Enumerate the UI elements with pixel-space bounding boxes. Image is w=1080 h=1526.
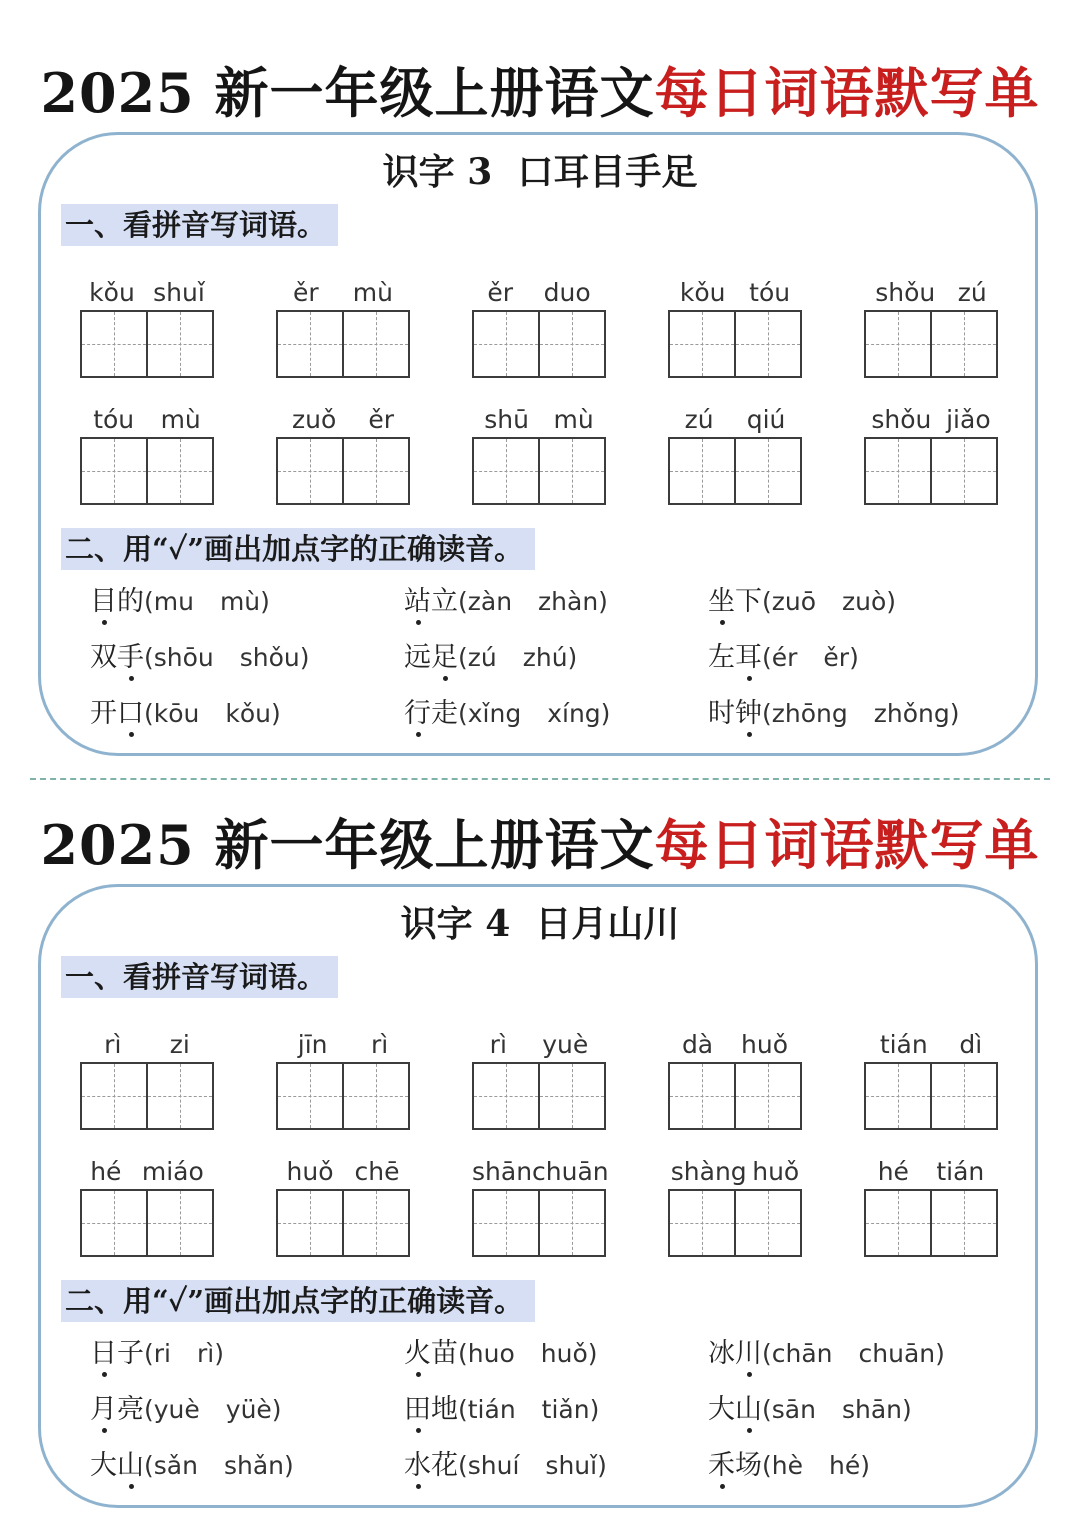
word-char [404,1390,431,1430]
pinyin-syllable: chuān [532,1157,609,1186]
reading-choice-item [90,694,281,734]
pinyin-syllable: tóu [93,405,135,434]
char-text: 足 [431,642,458,673]
tianzige-writing-grid[interactable] [276,437,410,505]
word-cell [276,1016,410,1130]
tianzige-writing-grid[interactable] [668,1062,802,1130]
character-box[interactable] [342,1191,408,1255]
word-cell [668,264,802,378]
char-text: 川 [735,1338,762,1369]
word-cell [80,391,214,505]
char-text: 花 [431,1450,458,1481]
pinyin-syllable: rì [371,1030,389,1059]
section-2-heading: 二、用“✓”画出加点字的正确读音。 [61,1280,535,1322]
char-text: 耳 [735,642,762,673]
word-char [404,1446,431,1486]
character-box[interactable] [342,439,408,503]
character-box[interactable] [930,439,996,503]
word-char [708,1334,735,1374]
tianzige-writing-grid[interactable] [864,310,998,378]
tianzige-writing-grid[interactable] [472,310,606,378]
character-box[interactable] [146,312,212,376]
pinyin-label [472,264,606,308]
word-cell [864,391,998,505]
tianzige-writing-grid[interactable] [668,437,802,505]
reading-option-b[interactable]: shuǐ) [545,1451,607,1480]
reading-option-a[interactable]: (shuí [458,1451,520,1480]
word-char [404,694,431,734]
section-1-heading: 一、看拼音写词语。 [61,204,338,246]
tianzige-writing-grid[interactable] [276,310,410,378]
char-text: 左 [708,642,735,673]
word-cell [864,1016,998,1130]
emphasis-dot-icon [129,676,134,681]
reading-choice-item [708,694,959,734]
character-box[interactable] [670,1064,734,1128]
tianzige-writing-grid[interactable] [472,1189,606,1257]
word-char [708,638,735,678]
char-text: 目 [90,586,117,617]
reading-option-b[interactable]: huǒ) [540,1339,598,1368]
lesson-heading: 识字 4 日月山川 [400,903,680,945]
word-char [431,582,458,622]
reading-option-b[interactable]: kǒu) [225,699,281,728]
reading-option-a[interactable]: (mu [144,587,194,616]
reading-option-a[interactable]: (chān [762,1339,833,1368]
character-box[interactable] [670,439,734,503]
word-char [708,694,735,734]
tianzige-writing-grid[interactable] [472,437,606,505]
char-text: 亮 [117,1394,144,1425]
reading-option-b[interactable]: ěr) [823,643,859,672]
tianzige-writing-grid[interactable] [472,1062,606,1130]
character-box[interactable] [82,439,146,503]
reading-option-b[interactable]: hé) [828,1451,870,1480]
char-text: 苗 [431,1338,458,1369]
character-box[interactable] [278,439,342,503]
char-text: 时 [708,698,735,729]
pinyin-syllable: zú [957,278,987,307]
reading-option-a[interactable]: (sǎn [144,1451,198,1480]
character-box[interactable] [538,1064,604,1128]
word-char [708,1446,735,1486]
reading-option-b[interactable]: mù) [219,587,270,616]
reading-option-b[interactable]: chuān) [858,1339,945,1368]
char-text: 站 [404,586,431,617]
word-char [117,638,144,678]
reading-option-b[interactable]: zhǒng) [873,699,960,728]
word-char [404,638,431,678]
reading-option-a[interactable]: (yuè [144,1395,200,1424]
emphasis-dot-icon [129,732,134,737]
worksheet-lesson-3 [0,0,1080,750]
word-char [735,582,762,622]
character-box[interactable] [670,312,734,376]
title-black: 2025 新一年级上册语文 [40,61,655,125]
pinyin-label [472,1143,609,1187]
word-char [117,582,144,622]
char-text: 走 [431,698,458,729]
pinyin-syllable: hé [877,1157,909,1186]
character-box[interactable] [930,1191,996,1255]
char-text: 场 [735,1450,762,1481]
word-char [431,638,458,678]
word-char [404,1334,431,1374]
character-box[interactable] [734,1064,800,1128]
reading-choice-item [90,582,270,622]
reading-choice-item [90,1446,294,1486]
tianzige-writing-grid[interactable] [80,310,214,378]
emphasis-dot-icon [416,620,421,625]
char-text: 月 [90,1394,117,1425]
pinyin-label [276,391,410,435]
character-box[interactable] [474,439,538,503]
character-box[interactable] [538,439,604,503]
char-text: 冰 [708,1338,735,1369]
pinyin-syllable: jīn [297,1030,328,1059]
word-char [90,1390,117,1430]
pinyin-syllable: qiú [746,405,786,434]
reading-option-a[interactable]: (xǐng [458,699,522,728]
character-box[interactable] [734,312,800,376]
word-char [117,1390,144,1430]
pinyin-syllable: ěr [487,278,513,307]
reading-choice-item [404,694,610,734]
pinyin-syllable: zú [684,405,714,434]
pinyin-syllable: miáo [141,1157,204,1186]
reading-option-a[interactable]: (zàn [458,587,513,616]
character-box[interactable] [278,312,342,376]
word-char [431,694,458,734]
reading-option-a[interactable]: (kōu [144,699,200,728]
pinyin-syllable: shàng [670,1157,747,1186]
pinyin-label [864,391,998,435]
word-char [431,1334,458,1374]
character-box[interactable] [278,1064,342,1128]
emphasis-dot-icon [129,1484,134,1489]
char-text: 口 [117,698,144,729]
word-cell [472,264,606,378]
character-box[interactable] [474,1191,538,1255]
char-text: 手 [117,642,144,673]
emphasis-dot-icon [747,1372,752,1377]
tianzige-writing-grid[interactable] [276,1062,410,1130]
tianzige-writing-grid[interactable] [668,310,802,378]
reading-option-b[interactable]: shǒu) [239,643,310,672]
pinyin-label [80,264,214,308]
character-box[interactable] [146,439,212,503]
character-box[interactable] [930,312,996,376]
title-red: 每日词语默写单 [654,61,1040,125]
emphasis-dot-icon [443,676,448,681]
word-char [735,1334,762,1374]
title-red: 每日词语默写单 [654,813,1040,877]
word-char [90,1446,117,1486]
pinyin-label [668,1016,802,1060]
word-char [431,1446,458,1486]
word-cell [864,1143,998,1257]
word-char [117,1446,144,1486]
character-box[interactable] [734,1191,800,1255]
pinyin-syllable: shuǐ [153,278,205,307]
character-box[interactable] [930,1064,996,1128]
char-text: 开 [90,698,117,729]
reading-option-b[interactable]: zuò) [842,587,897,616]
pinyin-label [276,1143,410,1187]
reading-choice-item [90,638,310,678]
word-char [90,582,117,622]
emphasis-dot-icon [747,1428,752,1433]
reading-choice-item [404,1334,598,1374]
pinyin-syllable: jiǎo [946,405,991,434]
word-char [90,694,117,734]
pinyin-syllable: huǒ [286,1157,334,1186]
character-box[interactable] [866,1191,930,1255]
pinyin-syllable: shǒu [871,405,932,434]
word-cell [276,391,410,505]
word-cell [472,1016,606,1130]
section-1-heading: 一、看拼音写词语。 [61,956,338,998]
word-cell [668,1016,802,1130]
tianzige-writing-grid[interactable] [864,437,998,505]
section-2-heading: 二、用“✓”画出加点字的正确读音。 [61,528,535,570]
pinyin-syllable: zuǒ [292,405,337,434]
pinyin-syllable: kǒu [89,278,135,307]
character-box[interactable] [474,312,538,376]
title-black: 2025 新一年级上册语文 [40,813,655,877]
reading-option-b[interactable]: zhú) [522,643,578,672]
pinyin-label [472,1016,606,1060]
reading-choice-item [404,582,608,622]
reading-choice-item [708,582,896,622]
reading-option-a[interactable]: (hè [762,1451,803,1480]
pinyin-syllable: ěr [368,405,394,434]
char-text: 钟 [735,698,762,729]
character-box[interactable] [866,1064,930,1128]
reading-option-a[interactable]: (shōu [144,643,214,672]
char-text: 地 [431,1394,458,1425]
char-text: 子 [117,1338,144,1369]
word-cell [80,1143,214,1257]
char-text: 水 [404,1450,431,1481]
emphasis-dot-icon [102,1428,107,1433]
word-char [708,1390,735,1430]
pinyin-label [472,391,606,435]
emphasis-dot-icon [102,1372,107,1377]
worksheet-title [0,810,1080,880]
word-char [735,694,762,734]
pinyin-label [80,1016,214,1060]
pinyin-syllable: shān [472,1157,533,1186]
char-text: 日 [90,1338,117,1369]
pinyin-label [668,391,802,435]
reading-option-b[interactable]: xíng) [547,699,611,728]
word-cell [472,391,606,505]
reading-option-a[interactable]: (zuō [762,587,817,616]
pinyin-syllable: rì [489,1030,507,1059]
char-text: 山 [735,1394,762,1425]
reading-choice-item [404,1390,599,1430]
char-text: 立 [431,586,458,617]
pinyin-syllable: rì [104,1030,122,1059]
pinyin-syllable: ěr [293,278,319,307]
reading-choice-item [708,1390,912,1430]
character-box[interactable] [82,1191,146,1255]
char-text: 山 [117,1450,144,1481]
character-box[interactable] [538,312,604,376]
emphasis-dot-icon [102,620,107,625]
reading-option-b[interactable]: shǎn) [223,1451,294,1480]
character-box[interactable] [342,312,408,376]
pinyin-syllable: tián [936,1157,985,1186]
tianzige-writing-grid[interactable] [668,1189,802,1257]
emphasis-dot-icon [747,732,752,737]
emphasis-dot-icon [416,732,421,737]
pinyin-label [864,264,998,308]
character-box[interactable] [146,1191,212,1255]
pinyin-syllable: zi [169,1030,190,1059]
char-text: 远 [404,642,431,673]
tianzige-writing-grid[interactable] [864,1062,998,1130]
pinyin-label [668,1143,802,1187]
word-cell [472,1143,609,1257]
reading-choice-item [708,1446,870,1486]
char-text: 行 [404,698,431,729]
word-char [404,582,431,622]
char-text: 禾 [708,1450,735,1481]
character-box[interactable] [82,312,146,376]
reading-option-a[interactable]: (ri [144,1339,171,1368]
reading-choice-item [404,1446,607,1486]
reading-choice-item [708,638,859,678]
char-text: 火 [404,1338,431,1369]
reading-option-b[interactable]: yüè) [225,1395,282,1424]
char-text: 大 [708,1394,735,1425]
pinyin-label [864,1016,998,1060]
character-box[interactable] [278,1191,342,1255]
reading-choice-item [708,1334,945,1374]
word-char [735,638,762,678]
worksheet-lesson-4 [0,752,1080,1502]
pinyin-label [80,1143,214,1187]
word-char [90,638,117,678]
word-cell [80,264,214,378]
pinyin-syllable: tián [879,1030,928,1059]
pinyin-syllable: shǒu [875,278,936,307]
character-box[interactable] [866,439,930,503]
char-text: 下 [735,586,762,617]
char-text: 的 [117,586,144,617]
pinyin-syllable: duo [543,278,591,307]
pinyin-label [668,264,802,308]
pinyin-syllable: mù [352,278,393,307]
pinyin-label [276,1016,410,1060]
reading-option-a[interactable]: (huo [458,1339,515,1368]
word-cell [668,391,802,505]
character-box[interactable] [82,1064,146,1128]
tianzige-writing-grid[interactable] [864,1189,998,1257]
pinyin-syllable: yuè [542,1030,589,1059]
reading-option-a[interactable]: (zhōng [762,699,848,728]
pinyin-syllable: huǒ [752,1157,800,1186]
reading-choice-item [90,1390,282,1430]
tianzige-writing-grid[interactable] [80,1062,214,1130]
emphasis-dot-icon [720,1484,725,1489]
pinyin-syllable: mù [553,405,594,434]
tianzige-writing-grid[interactable] [80,437,214,505]
character-box[interactable] [538,1191,604,1255]
character-box[interactable] [146,1064,212,1128]
pinyin-syllable: mù [160,405,201,434]
reading-option-b[interactable]: rì) [196,1339,224,1368]
word-cell [80,1016,214,1130]
char-text: 坐 [708,586,735,617]
emphasis-dot-icon [416,1484,421,1489]
word-char [90,1334,117,1374]
char-text: 田 [404,1394,431,1425]
word-char [117,1334,144,1374]
reading-option-b[interactable]: shān) [841,1395,912,1424]
word-char [431,1390,458,1430]
reading-option-a[interactable]: (zú [458,643,497,672]
reading-choice-item [90,1334,224,1374]
character-box[interactable] [734,439,800,503]
char-text: 大 [90,1450,117,1481]
pinyin-syllable: huǒ [741,1030,789,1059]
char-text: 双 [90,642,117,673]
word-char [708,582,735,622]
emphasis-dot-icon [416,1428,421,1433]
word-cell [668,1143,802,1257]
emphasis-dot-icon [747,676,752,681]
emphasis-dot-icon [416,1372,421,1377]
word-char [735,1390,762,1430]
emphasis-dot-icon [720,620,725,625]
pinyin-syllable: chē [354,1157,400,1186]
reading-option-b[interactable]: tiǎn) [541,1395,600,1424]
word-cell [276,1143,410,1257]
character-box[interactable] [670,1191,734,1255]
character-box[interactable] [866,312,930,376]
reading-option-a[interactable]: (tián [458,1395,516,1424]
pinyin-syllable: shū [484,405,529,434]
pinyin-label [276,264,410,308]
character-box[interactable] [474,1064,538,1128]
reading-choice-item [404,638,577,678]
word-cell [276,264,410,378]
word-char [735,1446,762,1486]
pinyin-syllable: hé [90,1157,122,1186]
word-cell [864,264,998,378]
worksheet-title [0,58,1080,128]
pinyin-syllable: tóu [749,278,791,307]
reading-option-a[interactable]: (ér [762,643,798,672]
tianzige-writing-grid[interactable] [80,1189,214,1257]
reading-option-a[interactable]: (sān [762,1395,816,1424]
character-box[interactable] [342,1064,408,1128]
pinyin-syllable: kǒu [679,278,726,307]
pinyin-label [80,391,214,435]
pinyin-syllable: dà [681,1030,714,1059]
tianzige-writing-grid[interactable] [276,1189,410,1257]
reading-option-b[interactable]: zhàn) [538,587,608,616]
word-char [117,694,144,734]
pinyin-label [864,1143,998,1187]
lesson-heading: 识字 3 口耳目手足 [382,151,698,193]
pinyin-syllable: dì [959,1030,983,1059]
